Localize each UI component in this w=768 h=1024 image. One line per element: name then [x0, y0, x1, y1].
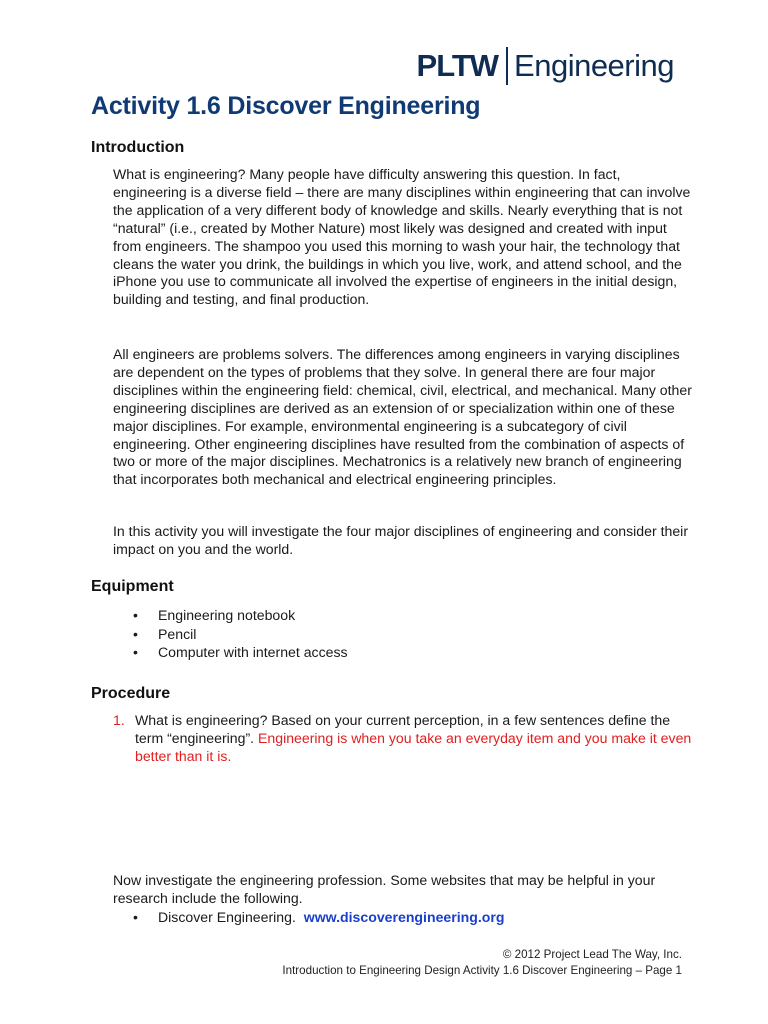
resource-link[interactable]: www.discoverengineering.org — [303, 909, 505, 925]
equipment-item: • Computer with internet access — [133, 643, 348, 662]
footer — [282, 947, 682, 979]
intro-paragraph-2: All engineers are problems solvers. The differences among engineers in varying disciplines are dependent on the types of problems that they solve. In general there are four major disciplines within the engineering field: chemical, civil, electrical, and mechanical. Many other engineering disciplines are derived as an extension of or specialization within one of these major disciplines. For example, environmental engineering is a subcategory of civil engineering. Other engineering disciplines have resulted from the combination of aspects of two or more of the major disciplines. Mechatronics is a relatively new branch of engineering that incorporates both mechanical and electrical engineering principles. — [113, 346, 692, 488]
equipment-heading: Equipment — [91, 578, 174, 595]
investigate-paragraph: Now investigate the engineering profession. Some websites that may be helpful in your research include the following. — [113, 872, 656, 906]
logo-divider — [506, 47, 508, 85]
procedure-heading: Procedure — [91, 685, 171, 702]
intro-paragraph-1: What is engineering? Many people have difficulty answering this question. In fact, engineering is a diverse field – there are many disciplines within engineering that can involve the application of a very different body of knowledge and skills. Nearly everything that is not “natural” (i.e., created by Mother Nature) most likely was designed and created with input from engineers. The shampoo you used this morning to wash your hair, the technology that cleans the water you drink, the buildings in which you live, work, and attend school, and the iPhone you use to communicate all involved the expertise of engineers in the initial design, building and testing, and final production. — [113, 166, 691, 308]
pltw-engineering-logo — [417, 46, 674, 86]
step-question: What is engineering? Based on your current perception, in a few sentences define the term “engineering”. — [135, 712, 671, 747]
equipment-list — [133, 606, 348, 662]
equipment-item: • Pencil — [133, 625, 348, 644]
student-answer: Engineering is when you take an everyday item and you make it even better than it is. — [135, 730, 692, 765]
page-title: Activity 1.6 Discover Engineering — [91, 92, 481, 120]
logo-mark: PLTW — [416, 48, 499, 83]
procedure-step-1 — [113, 711, 693, 766]
footer-course-line: Introduction to Engineering Design Activity 1.6 Discover Engineering – Page 1 — [282, 964, 682, 977]
step-body — [135, 711, 693, 766]
step-number: 1. — [113, 712, 125, 728]
resource-list — [133, 908, 504, 927]
intro-paragraph-3: In this activity you will investigate the four major disciplines of engineering and consider their impact on you and the world. — [113, 523, 689, 557]
equipment-item: • Engineering notebook — [133, 606, 348, 625]
logo-word: Engineering — [514, 48, 674, 83]
resource-label: Discover Engineering. — [158, 909, 296, 925]
resource-item — [133, 908, 504, 927]
footer-copyright: © 2012 Project Lead The Way, Inc. — [502, 948, 682, 961]
introduction-heading: Introduction — [91, 139, 185, 156]
